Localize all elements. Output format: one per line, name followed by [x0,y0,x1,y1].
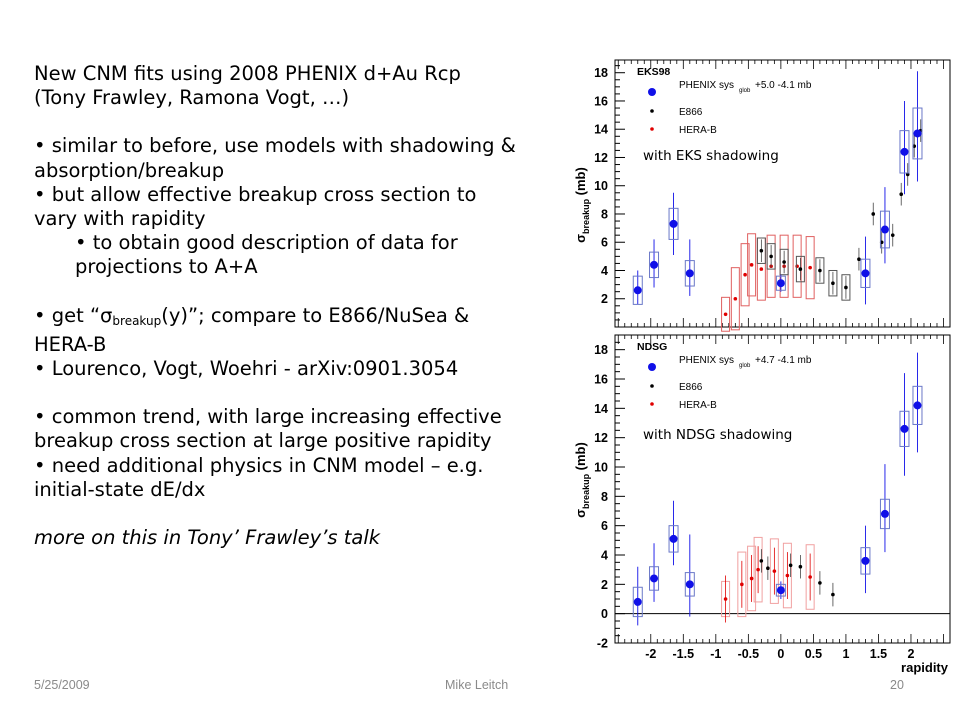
ndsg-herab-point [808,575,812,579]
ndsg-y-tick-label: 16 [594,372,608,387]
eks-legend-marker-e866 [650,109,654,113]
bullet-breakup-line2: vary with rapidity [34,207,206,231]
subbullet-description-text: to obtain good description of data for [92,231,458,255]
eks-herab-point [760,267,764,271]
ndsg-legend-marker-phenix [648,363,656,371]
physics-text: need additional physics in CNM model – e.g. [51,453,484,477]
eks-e866-point [871,212,875,216]
ndsg-phenix-point [777,586,785,594]
breakup-subscript: breakup [581,198,591,234]
ndsg-legend-glob: glob [739,363,751,369]
slide-title-line2: (Tony Frawley, Ramona Vogt, …) [34,86,350,110]
ndsg-herab-point [756,568,760,572]
ndsg-legend-phenix: PHENIX sys [679,355,735,366]
bullet-dot: • [75,231,87,255]
ndsg-y-tick-label: 6 [601,519,608,534]
eks-legend-marker-herab [650,127,654,131]
x-axis-label: rapidity [901,660,948,675]
sigma-pre: get “ [51,303,101,327]
x-tick-label: -1.5 [672,647,695,661]
eks-y-tick-label: 14 [594,122,608,137]
ndsg-legend-e866: E866 [679,382,703,393]
ndsg-y-tick-label: 2 [601,577,608,592]
eks-y-tick-label: 16 [594,94,608,109]
x-tick-label: 0.5 [804,647,823,661]
bullet-dot: • [34,182,46,206]
ndsg-y-axis-label [573,442,591,518]
ndsg-phenix-point [686,580,694,588]
y-axis-label-text [573,442,591,518]
ndsg-e866-point [789,563,793,567]
breakup-subscript: breakup [581,473,591,509]
eks-herab-point [734,297,738,301]
ndsg-y-tick-label: 10 [594,460,608,475]
ndsg-e866-point [818,581,822,585]
ndsg-y-tick-label: -2 [596,636,608,651]
eks-e866-point [782,260,786,264]
subbullet-description-line2: projections to A+A [75,255,258,279]
ndsg-y-tick-label: 8 [601,489,608,504]
ndsg-y-tick-label: 4 [601,548,608,563]
sigma-glyph: σ [573,508,588,518]
eks-phenix-point [686,269,694,277]
eks-y-tick-label: 4 [601,263,608,278]
sigma-symbol: σ [100,303,113,327]
eks-phenix-point [861,269,869,277]
ndsg-phenix-point [634,598,642,606]
footer-date: 5/25/2009 [34,678,90,692]
eks-e866-point [831,281,835,285]
x-tick-label: 2 [907,647,915,661]
unit-text: (mb) [573,442,588,474]
eks-phenix-point [777,279,785,287]
eks-phenix-point [650,261,658,269]
sigma-glyph: σ [573,233,588,243]
ndsg-e866-point [831,593,835,597]
x-tick-label: 1.5 [869,647,888,661]
eks-e866-point [899,192,903,196]
sigma-post: (y)”; compare to E866/NuSea & [161,303,470,327]
eks-herab-point [724,312,728,316]
ndsg-e866-point [799,565,803,569]
x-tick-label: 0 [777,647,785,661]
ndsg-y-tick-label: 0 [601,607,608,622]
ndsg-y-tick-label: 14 [594,401,608,416]
ndsg-e866-point [760,559,764,563]
closing-note: more on this in Tony’ Frawley’s talk [34,526,381,550]
eks-y-tick-label: 2 [601,292,608,307]
y-axis-label-text [573,167,591,243]
ndsg-phenix-point [670,535,678,543]
ndsg-phenix-point [881,510,889,518]
bullet-dot: • [34,303,46,327]
eks-herab-point [795,264,799,268]
ndsg-annotation: with NDSG shadowing [643,427,793,443]
eks-legend-glob: glob [739,88,751,94]
footer-author: Mike Leitch [445,678,509,692]
ndsg-herab-point [750,577,754,581]
eks-herab-point [750,263,754,267]
ndsg-legend-marker-herab [650,402,654,406]
ndsg-phenix-point [900,425,908,433]
eks-e866-point [818,269,822,273]
x-tick-label: -2 [645,647,657,661]
ndsg-y-tick-label: 12 [594,431,608,446]
bullet-models-line2: absorption/breakup [34,158,225,182]
ndsg-phenix-point [861,557,869,565]
ndsg-legend-sys-value: +4.7 -4.1 mb [755,355,812,366]
eks-legend-e866: E866 [679,107,703,118]
eks-y-tick-label: 6 [601,235,608,250]
bullet-dot: • [34,453,46,477]
eks-phenix-point [913,129,921,137]
ndsg-y-tick-label: 18 [594,343,608,358]
eks-y-tick-label: 10 [594,179,608,194]
bullet-dot: • [34,357,46,381]
eks-phenix-point [900,148,908,156]
x-tick-label: -1 [710,647,722,661]
eks-annotation: with EKS shadowing [643,148,779,164]
eks-e866-point [760,249,764,253]
x-tick-label: 1 [842,647,850,661]
eks-legend-title: EKS98 [637,66,671,78]
ndsg-plot-frame [615,335,950,643]
eks-legend-marker-phenix [648,88,656,96]
bullet-dot: • [34,134,46,158]
eks-e866-point [891,233,895,237]
eks-y-tick-label: 18 [594,66,608,81]
bullet-physics-line2: initial-state dE/dx [34,477,206,501]
footer-page-number: 20 [890,678,904,692]
bullet-models-text: similar to before, use models with shadowing & [51,134,516,158]
ndsg-herab-point [724,597,728,601]
reference-text: Lourenco, Vogt, Woehri - arXiv:0901.3054 [51,357,459,381]
eks-phenix-point [881,226,889,234]
eks-herab-point [743,273,747,277]
eks-y-tick-label: 12 [594,150,608,165]
bullet-dot: • [34,405,46,429]
bullet-sigma-line2: HERA-B [34,332,107,356]
slide-title-line1: New CNM fits using 2008 PHENIX d+Au Rcp [34,62,461,85]
trend-text: common trend, with large increasing effective [51,405,502,429]
eks-legend-herab: HERA-B [679,125,717,136]
bullet-breakup-text: but allow effective breakup cross section to [51,182,477,206]
ndsg-phenix-point [650,574,658,582]
ndsg-legend-title: NDSG [637,341,668,353]
eks-phenix-point [670,220,678,228]
ndsg-e866-point [766,566,770,570]
eks-legend-sys-value: +5.0 -4.1 mb [755,80,812,91]
eks-e866-point [769,255,773,259]
x-tick-label: -0.5 [737,647,760,661]
bullet-trend-line2: breakup cross section at large positive rapidity [34,429,492,453]
unit-text: (mb) [573,167,588,199]
sigma-subscript: breakup [112,313,162,328]
eks-e866-point [844,286,848,290]
ndsg-herab-point [773,569,777,573]
eks-e866-point [857,257,861,261]
eks-legend-phenix: PHENIX sys [679,80,735,91]
eks-y-tick-label: 8 [601,207,608,222]
ndsg-legend-herab: HERA-B [679,400,717,411]
ndsg-legend-marker-e866 [650,384,654,388]
eks-y-axis-label [573,167,591,243]
eks-herab-point [808,266,812,270]
eks-phenix-point [634,286,642,294]
ndsg-herab-point [740,583,744,587]
ndsg-phenix-point [913,401,921,409]
ndsg-herab-point [786,574,790,578]
eks-e866-point [799,267,803,271]
